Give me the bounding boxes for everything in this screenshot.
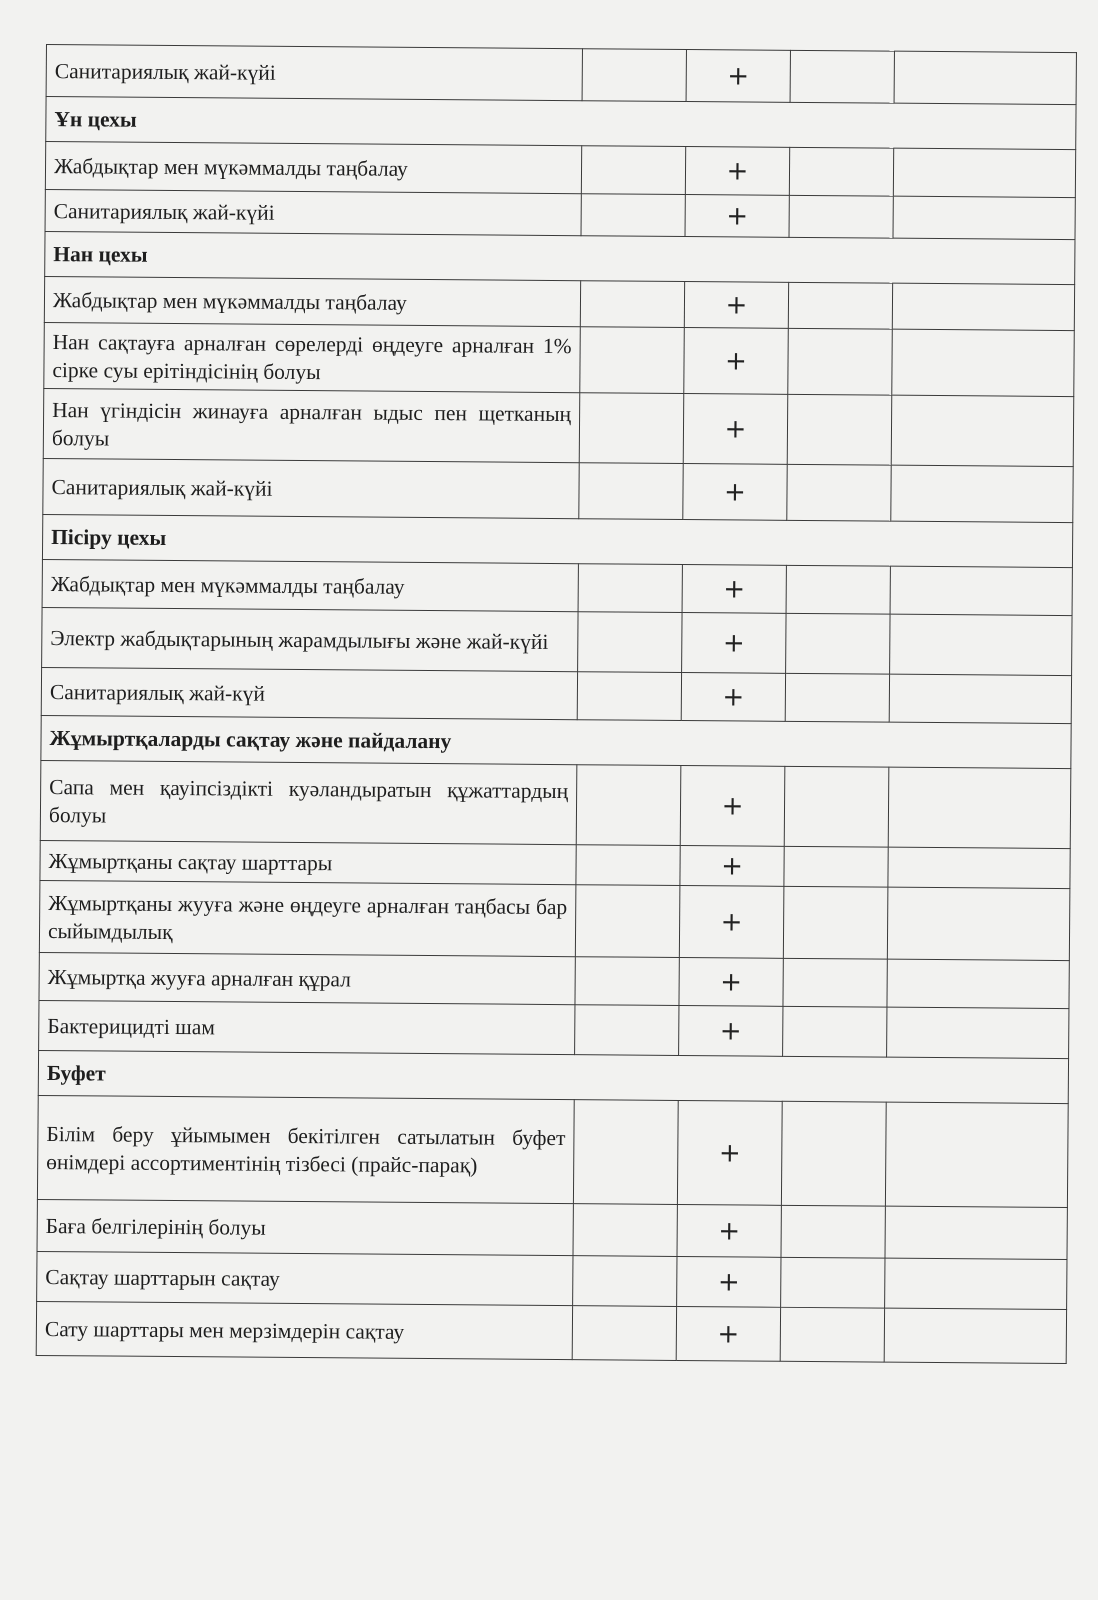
checklist-row — [42, 607, 1072, 675]
section-title: Нан цехы — [45, 231, 1075, 284]
checklist-row — [44, 276, 1074, 330]
blank-cell — [781, 1257, 885, 1308]
checklist-row — [43, 388, 1074, 466]
check-mark-cell: + — [682, 565, 786, 614]
check-mark-cell: + — [685, 147, 789, 196]
section-title: Ұн цехы — [46, 97, 1076, 150]
checklist-sheet — [36, 44, 1076, 1364]
blank-cell — [783, 886, 888, 959]
criterion-label: Сақтау шарттарын сақтау — [37, 1251, 573, 1305]
blank-cell — [580, 327, 685, 394]
blank-cell — [789, 195, 893, 238]
section-header-row — [38, 1050, 1068, 1103]
criterion-label: Санитариялық жай-күйі — [43, 458, 579, 518]
blank-cell — [576, 845, 680, 886]
section-header-row — [42, 514, 1072, 567]
blank-cell — [787, 464, 891, 521]
section-header-row — [46, 97, 1076, 150]
section-header-row — [41, 715, 1071, 768]
blank-cell — [787, 394, 892, 465]
criterion-label: Жұмыртқаны сақтау шарттары — [40, 840, 576, 884]
criterion-label: Санитариялық жай-күйі — [46, 45, 582, 101]
blank-cell — [575, 1005, 679, 1056]
blank-cell — [885, 1258, 1067, 1309]
checklist-row — [40, 760, 1071, 848]
checklist-row — [37, 1095, 1068, 1207]
check-mark-cell: + — [677, 1204, 781, 1257]
checklist-row — [39, 952, 1069, 1008]
criterion-label: Жабдықтар мен мүкәммалды таңбалау — [42, 559, 578, 611]
blank-cell — [579, 463, 683, 520]
check-mark-cell: + — [686, 50, 790, 103]
check-mark-cell: + — [684, 282, 788, 329]
checklist-row — [39, 880, 1070, 960]
blank-cell — [892, 329, 1075, 396]
blank-cell — [579, 393, 684, 464]
blank-cell — [885, 1206, 1067, 1259]
check-mark-cell: + — [685, 195, 789, 238]
blank-cell — [581, 194, 685, 237]
criterion-label: Санитариялық жай-күйі — [45, 189, 581, 235]
checklist-row — [43, 458, 1073, 522]
blank-cell — [892, 283, 1074, 330]
blank-cell — [582, 49, 686, 102]
blank-cell — [581, 146, 685, 195]
blank-cell — [573, 1204, 677, 1257]
blank-cell — [788, 282, 892, 329]
checklist-row — [42, 559, 1072, 615]
checklist-row — [37, 1251, 1067, 1309]
blank-cell — [890, 614, 1072, 675]
criterion-label: Электр жабдықтарының жарамдылығы және жай-күйі — [42, 607, 578, 671]
blank-cell — [889, 674, 1071, 723]
criterion-label: Баға белгілерінің болуы — [37, 1199, 573, 1255]
blank-cell — [885, 1102, 1068, 1207]
checklist-row — [44, 322, 1074, 396]
blank-cell — [580, 281, 684, 328]
blank-cell — [884, 1308, 1066, 1363]
blank-cell — [893, 196, 1075, 239]
blank-cell — [573, 1100, 678, 1205]
criterion-label: Нан сақтауға арналған сөрелерді өңдеуге арналған 1% сірке суы ерітіндісінің болуы — [44, 322, 581, 392]
checklist-row — [39, 1000, 1069, 1058]
blank-cell — [577, 672, 681, 721]
blank-cell — [790, 50, 894, 103]
check-mark-cell: + — [681, 673, 785, 722]
criterion-label: Нан үгіндісін жинауға арналған ыдыс пен щетканың болуы — [43, 388, 580, 462]
blank-cell — [578, 612, 682, 673]
checklist-row — [37, 1199, 1067, 1259]
checklist-body — [36, 45, 1076, 1364]
criterion-label: Санитариялық жай-күй — [41, 667, 577, 719]
blank-cell — [780, 1307, 884, 1362]
blank-cell — [575, 885, 680, 958]
criterion-label: Жұмыртқа жууға арналған құрал — [39, 952, 575, 1004]
blank-cell — [781, 1101, 886, 1206]
check-mark-cell: + — [682, 613, 786, 674]
checklist-row — [36, 1301, 1066, 1363]
check-mark-cell: + — [680, 766, 785, 847]
section-title: Буфет — [38, 1050, 1068, 1103]
blank-cell — [572, 1306, 676, 1361]
blank-cell — [891, 465, 1073, 522]
blank-cell — [575, 957, 679, 1006]
blank-cell — [891, 395, 1074, 466]
check-mark-cell: + — [679, 958, 783, 1007]
checklist-table — [36, 44, 1077, 1364]
blank-cell — [576, 765, 681, 846]
blank-cell — [888, 847, 1070, 888]
criterion-label: Жабдықтар мен мүкәммалды таңбалау — [45, 142, 581, 194]
blank-cell — [888, 767, 1071, 848]
checklist-row — [45, 142, 1075, 198]
check-mark-cell: + — [679, 1006, 783, 1057]
checklist-row — [41, 667, 1071, 723]
blank-cell — [783, 1006, 887, 1057]
criterion-label: Жұмыртқаны жууға және өңдеуге арналған таңбасы бар сыйымдылық — [39, 880, 576, 956]
blank-cell — [784, 846, 888, 887]
section-title: Пісіру цехы — [42, 514, 1072, 567]
section-title: Жұмыртқаларды сақтау және пайдалану — [41, 715, 1071, 768]
blank-cell — [894, 51, 1076, 104]
blank-cell — [786, 565, 890, 614]
checklist-row — [46, 45, 1076, 105]
blank-cell — [890, 566, 1072, 615]
blank-cell — [893, 148, 1075, 197]
blank-cell — [786, 613, 890, 674]
check-mark-cell: + — [683, 394, 788, 465]
blank-cell — [887, 1007, 1069, 1058]
check-mark-cell: + — [683, 464, 787, 521]
criterion-label: Сату шарттары мен мерзімдерін сақтау — [36, 1301, 572, 1359]
blank-cell — [781, 1205, 885, 1258]
blank-cell — [578, 564, 682, 613]
blank-cell — [788, 328, 893, 395]
check-mark-cell: + — [676, 1306, 780, 1361]
blank-cell — [573, 1256, 677, 1307]
check-mark-cell: + — [677, 1100, 782, 1205]
blank-cell — [785, 673, 889, 722]
criterion-label: Сапа мен қауіпсіздікті куәландыратын құжаттардың болуы — [40, 760, 577, 844]
criterion-label: Білім беру ұйымымен бекітілген сатылатын буфет өнімдері ассортиментінің тізбесі (прайс-парақ) — [37, 1095, 574, 1203]
check-mark-cell: + — [679, 886, 784, 959]
criterion-label: Бактерицидті шам — [39, 1000, 575, 1054]
blank-cell — [789, 147, 893, 196]
blank-cell — [887, 959, 1069, 1008]
check-mark-cell: + — [680, 846, 784, 887]
blank-cell — [784, 766, 889, 847]
check-mark-cell: + — [677, 1256, 781, 1307]
criterion-label: Жабдықтар мен мүкәммалды таңбалау — [44, 276, 580, 326]
section-header-row — [45, 231, 1075, 284]
blank-cell — [887, 887, 1070, 960]
blank-cell — [783, 958, 887, 1007]
check-mark-cell: + — [684, 328, 789, 395]
